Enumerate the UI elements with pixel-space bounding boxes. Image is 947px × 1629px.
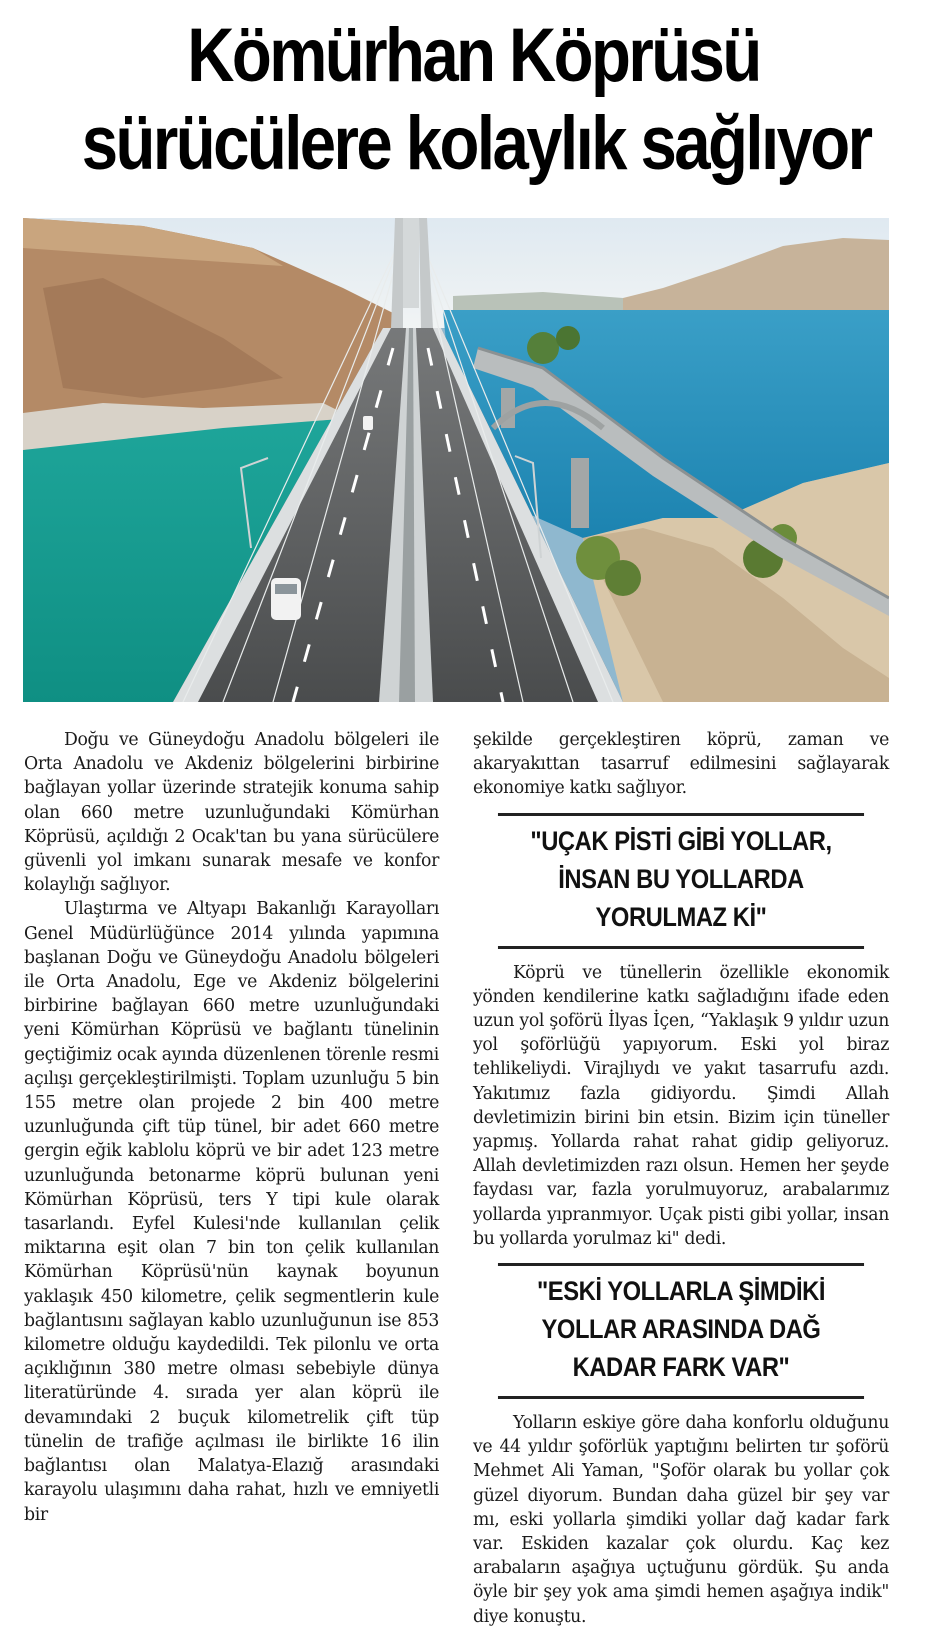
article-paragraph: Köprü ve tünellerin özellikle ekonomik yönden kendilerine katkı sağladığını ifade eden uzun yol şoförü İlyas İçen, “Yaklaşık 9 yıldır uzun yol şoförlüğü yapıyorum. Eski yol biraz tehlikeliydi. Virajlıydı ve yakıt tasarrufu azdı. Yakıtımız fazla gidiyordu. Şimdi Allah devletimizin birini bin etsin. Bizim için tüneller yapmış. Yollarda rahat rahat gidip geliyoruz. Allah devletimizden razı olsun. Hemen her şeyde faydası var, fazla yorulmuyoruz, arabalarımız yollarda yıpranmıyor. Uçak pisti gibi yollar, insan bu yollarda yorulmaz ki" dedi. (473, 962, 889, 1249)
article-paragraph: Yolların eskiye göre daha konforlu olduğunu ve 44 yıldır şoförlük yaptığını belirten tır şoförü Mehmet Ali Yaman, "Şoför olarak bu yollar çok güzel diyorum. Bundan daha güzel bir şey var mı, eski yollarla şimdiki yollar dağ kadar fark var. Eskiden kazalar çok olurdu. Kaç kez arabaların aşağıya uçtuğunu gördük. Şu anda öyle bir şey yok ama şimdi hemen aşağıya indik" diye konuştu. (473, 1413, 889, 1627)
subheading: "ESKİ YOLLARLA ŞİMDİKİ YOLLAR ARASINDA DAĞ KADAR FARK VAR" (498, 1263, 864, 1399)
headline-line-1: Kömürhan Köprüsü (187, 13, 760, 98)
headline (81, 12, 871, 188)
article-column-right (473, 728, 889, 1629)
article-paragraph-continued: şekilde gerçekleştiren köprü, zaman ve akaryakıttan tasarruf edilmesini sağlayarak ekonomiye katkı sağlıyor. (473, 730, 889, 799)
headline-line-2: sürücülere kolaylık sağlıyor (81, 101, 871, 186)
bridge-photo (23, 218, 889, 702)
article-paragraph: Ulaştırma ve Altyapı Bakanlığı Karayolları Genel Müdürlüğünce 2014 yılında yapımına başlanan Doğu ve Güneydoğu Anadolu bölgeleri ile Orta Anadolu, Ege ve Akdeniz bölgelerini birbirine bağlayan 660 metre uzunluğundaki yeni Kömürhan Köprüsü ve bağlantı tünelinin geçtiğimiz ocak ayında düzenlenen törenle resmi açılışı gerçekleştirilmişti. Toplam uzunluğu 5 bin 155 metre olan projede 2 bin 400 metre uzunluğunda çift tüp tünel, bir adet 660 metre gergin eğik kablolu köprü ve bir adet 123 metre uzunluğunda betonarme köprü bulunan yeni Kömürhan Köprüsü, ters Y tipi kule olarak tasarlandı. Eyfel Kulesi'nde kullanılan çelik miktarına eşit olan 7 bin ton çelik kullanılan Kömürhan Köprüsü'nün kaynak boyunun yaklaşık 450 kilometre, çelik segmentlerin kule bağlantısını sağlayan kablo uzunluğunun ise 853 kilometre olduğu kaydedildi. Tek pilonlu ve orta açıklığının 380 metre olması sebebiyle dünya literatüründe 4. sırada yer alan köprü ile devamındaki 2 buçuk kilometrelik çift tüp tünelin de trafiğe açılması ile birlikte 16 ilin bağlantısı olan Malatya-Elazığ arasındaki karayolu ulaşımını daha rahat, hızlı ve emniyetli bir (24, 899, 439, 1525)
article-paragraph: Doğu ve Güneydoğu Anadolu bölgeleri ile Orta Anadolu ve Akdeniz bölgelerini birbirine bağlayan yollar üzerinde stratejik konuma sahip olan 660 metre uzunluğundaki Kömürhan Köprüsü, açıldığı 2 Ocak'tan bu yana sürücülere güvenli yol imkanı sunarak mesafe ve konfor kolaylığı sağlıyor. (24, 730, 439, 896)
article-column-left (24, 728, 439, 1527)
subheading: "UÇAK PİSTİ GİBİ YOLLAR, İNSAN BU YOLLARDA YORULMAZ Kİ" (498, 813, 864, 949)
